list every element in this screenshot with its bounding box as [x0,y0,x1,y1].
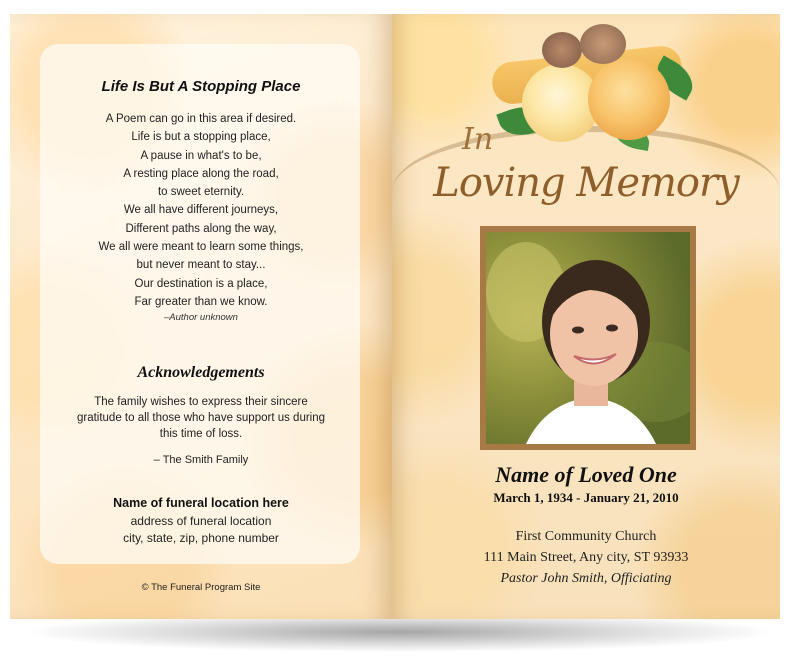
poem-line: but never meant to stay... [136,259,266,272]
poem-title: Life Is But A Stopping Place [101,78,301,95]
life-dates: March 1, 1934 - January 21, 2010 [493,490,679,505]
rose-decoration [588,58,670,140]
acknowledgements-body [10,394,392,442]
poem-line: to sweet eternity. [157,186,245,199]
location-address: address of funeral location [130,514,272,528]
poem-author: –Author unknown [164,312,238,323]
service-officiant: Pastor John Smith, Officiating [500,571,672,586]
poem-line: We all have different journeys, [123,204,279,217]
heading-in: In [462,122,494,157]
heading-loving-memory: Loving Memory [433,160,739,206]
inside-panel [10,14,392,619]
poem-line: A pause in what's to be, [140,149,262,162]
ack-line: this time of loss. [159,428,243,440]
ack-line: gratitude to all those who have support us during [76,412,326,424]
poem-line: Our destination is a place, [134,277,268,290]
poem-line: We all were meant to learn some things, [98,241,304,254]
ornament-decoration [580,24,626,64]
portrait-photo [486,232,690,444]
copyright: © The Funeral Program Site [141,582,261,593]
poem-line: Different paths along the way, [125,222,277,235]
location-name: Name of funeral location here [113,496,289,510]
portrait-illustration [486,232,690,444]
ack-line: The family wishes to express their sincere [94,396,308,408]
cover-panel [392,14,780,619]
service-address: 111 Main Street, Any city, ST 93933 [483,550,689,565]
ack-signature: – The Smith Family [153,454,249,466]
acknowledgements-title: Acknowledgements [137,364,265,381]
service-church: First Community Church [515,529,657,544]
poem-line: Life is but a stopping place, [131,131,271,144]
loved-one-name: Name of Loved One [495,462,677,487]
poem-line: A resting place along the road, [123,167,279,180]
poem-line: Far greater than we know. [134,295,268,308]
location-city: city, state, zip, phone number [123,531,279,545]
ornament-decoration [542,32,582,68]
poem-line: A Poem can go in this area if desired. [105,113,297,125]
poem-body [10,110,392,311]
